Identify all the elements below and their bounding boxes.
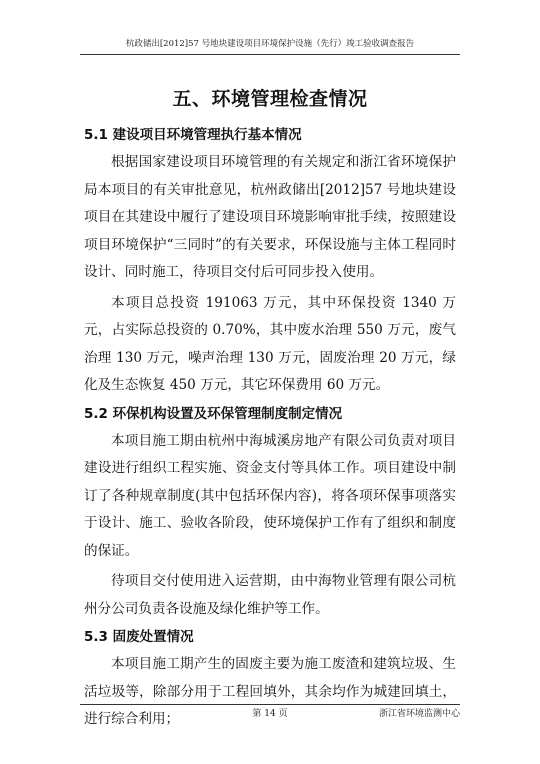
section-heading-5-3: 5.3 固废处置情况 — [84, 629, 194, 645]
section-heading-5-1: 5.1 建设项目环境管理执行基本情况 — [84, 127, 302, 143]
footer-organization: 浙江省环境监测中心 — [378, 709, 460, 719]
chapter-title: 五、环境管理检查情况 — [172, 88, 368, 110]
page-number: 第 14 页 — [252, 709, 288, 719]
paragraph: 根据国家建设项目环境管理的有关规定和浙江省环境保护局本项目的有关审批意见，杭州政储出[2012]57 号地块建设项目在其建设中履行了建设项目环境影响审批手续，按照建设项目环境保护“三同时”的有关要求，环保设施与主体工程同时设计、同时施工，待项目交付后可同步投入使用。 — [84, 154, 456, 280]
page-footer — [80, 704, 460, 723]
section-heading-5-2: 5.2 环保机构设置及环保管理制度制定情况 — [84, 405, 343, 422]
paragraph: 本项目施工期由杭州中海城溪房地产有限公司负责对项目建设进行组织工程实施、资金支付等具体工作。项目建设中制订了各种规章制度(其中包括环保内容)，将各项环保事项落实于设计、施工、验收各阶段，使环境保护工作有了组织和制度的保证。 — [84, 432, 456, 559]
page-header — [80, 38, 460, 55]
document-body — [84, 124, 456, 737]
paragraph: 本项目施工期产生的固废主要为施工废渣和建筑垃圾、生活垃圾等，除部分用于工程回填外，其余均作为城建回填土，进行综合利用； — [84, 656, 456, 727]
header-text: 杭政储出[2012]57 号地块建设项目环境保护设施（先行）竣工验收调查报告 — [125, 39, 415, 49]
paragraph: 本项目总投资 191063 万元，其中环保投资 1340 万元，占实际总投资的 0.70%，其中废水治理 550 万元，废气治理 130 万元，噪声治理 130 万元，固废治理 20 万元，绿化及生态恢复 450 万元，其它环保费用 60 万元。 — [84, 294, 456, 393]
paragraph: 待项目交付使用进入运营期，由中海物业管理有限公司杭州分公司负责各设施及绿化维护等工作。 — [84, 573, 456, 617]
